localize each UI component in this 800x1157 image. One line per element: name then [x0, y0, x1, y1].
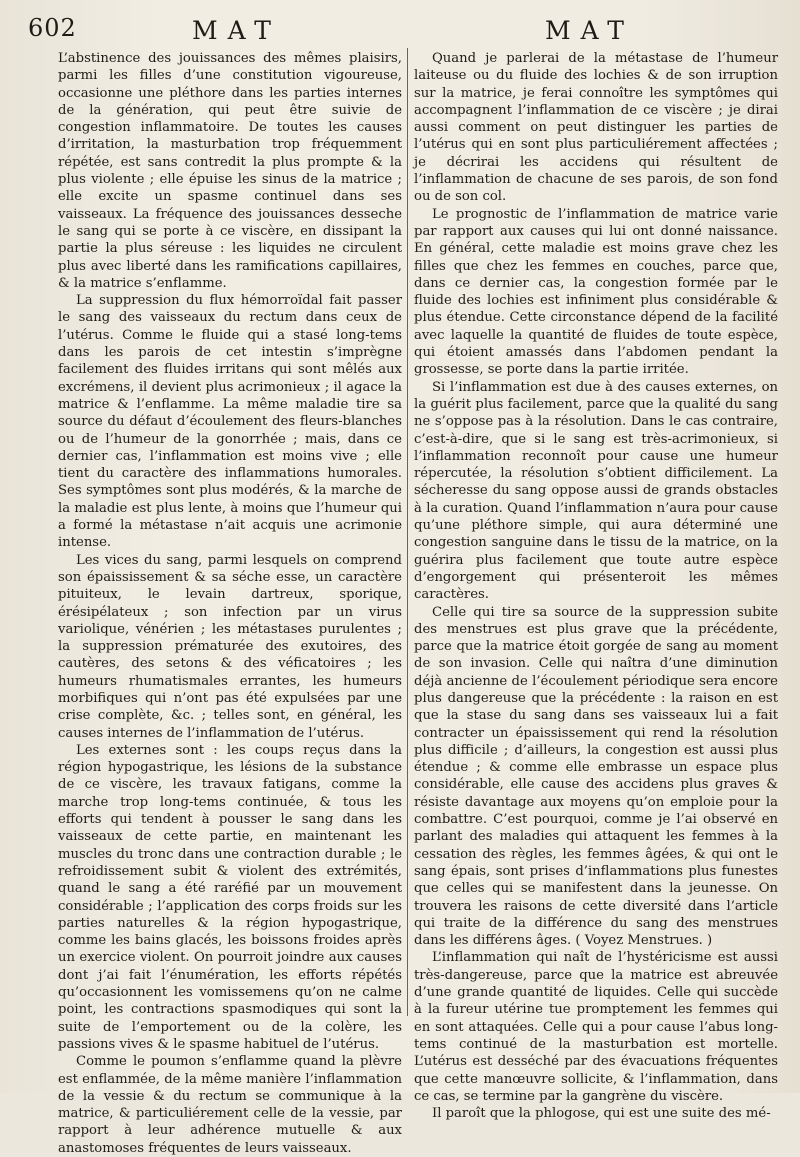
running-head-right: MAT	[545, 16, 634, 45]
paragraph: Quand je parlerai de la métastase de l’humeur laiteuse ou du fluide des lochies & de son irruption sur la matrice, je ferai connoître les symptômes qui accompagnent l’inflammation de ce viscère ; je dirai aussi comment on peut distinguer les parties de l’utérus qui en sont plus particuliérement affectées ; je décrirai les accidens qui résultent de l’inflammation de chacune de ses parois, de son fond ou de son col.	[414, 51, 778, 205]
paragraph: L’inflammation qui naît de l’hystéricisme est aussi très-dangereuse, parce que la matrice est abreuvée d’une grande quantité de liquides. Celle qui succède à la fureur utérine tue promptement les femmes qui en sont attaquées. Celle qui a pour cause l’abus long-tems continué de la masturbation est mortelle. L’utérus est desséché par des évacuations fréquentes que cette manœuvre sollicite, & l’inflammation, dans ce cas, se termine par la gangrène du viscère.	[414, 950, 778, 1104]
paragraph: Celle qui tire sa source de la suppression subite des menstrues est plus grave que la précédente, parce que la matrice étoit gorgée de sang au moment de son invasion. Celle qui naîtra d’une diminution déjà ancienne de l’écoulement périodique sera encore plus dangereuse que la précédente : la raison en est que la stase du sang dans ses vaisseaux lui a fait contracter un épaississement qui rend la résolution plus difficile ; d’ailleurs, la congestion est aussi plus étendue ; & comme elle embrasse un espace plus considérable, elle cause des accidens plus graves & résiste davantage aux moyens qu’on emploie pour la combattre. C’est pourquoi, comme je l’ai observé en parlant des maladies qui attaquent les femmes à la cessation des règles, les femmes âgées, & qui ont le sang épais, sont prises d’inflammations plus funestes que celles qui se manifestent dans la jeunesse. On trouvera les raisons de cette diversité dans l’article qui traite de la différence du sang des menstrues dans les différens âges. ( Voyez Menstrues. )	[414, 604, 778, 949]
left-column	[58, 50, 402, 1157]
page-header	[0, 14, 800, 44]
right-column	[414, 50, 778, 1122]
paragraph: L’abstinence des jouissances des mêmes plaisirs, parmi les filles d’une constitution vigoureuse, occasionne une pléthore dans les parties internes de la génération, qui peut être suivie de congestion inflammatoire. De toutes les causes d’irritation, la masturbation trop fréquemment répétée, est sans contredit la plus prompte & la plus violente ; elle épuise les sinus de la matrice ; elle excite un spasme continuel dans ses vaisseaux. La fréquence des jouissances desseche le sang qui se porte à ce viscère, en dissipant la partie la plus séreuse : les liquides ne circulent plus avec liberté dans les ramifications capillaires, & la matrice s’enflamme.	[58, 51, 402, 291]
paragraph: Comme le poumon s’enflamme quand la plèvre est enflammée, de la même manière l’inflammation de la vessie & du rectum se communique à la matrice, & particuliérement celle de la vessie, par rapport à leur adhérence mutuelle & aux anastomoses fréquentes de leurs vaisseaux.	[58, 1054, 402, 1156]
page-number: 602	[28, 14, 77, 42]
paragraph: Les externes sont : les coups reçus dans la région hypogastrique, les lésions de la substance de ce viscère, les travaux fatigans, comme la marche trop long-tems continuée, & tous les efforts qui tendent à pousser le sang dans les vaisseaux de cette partie, en maintenant les muscles du tronc dans une contraction durable ; le refroidissement subit & violent des extrémités, quand le sang a été raréfié par un mouvement considérable ; l’application des corps froids sur les parties naturelles & la région hypogastrique, comme les bains glacés, les boissons froides après un exercice violent. On pourroit joindre aux causes dont j’ai fait l’énumération, les efforts répétés qu’occasionnent les vomissemens qu’on ne calme point, les contractions spasmodiques qui sont la suite de l’emportement ou de la colère, les passions vives & le spasme habituel de l’utérus.	[58, 742, 402, 1052]
paragraph: Si l’inflammation est due à des causes externes, on la guérit plus facilement, parce que la qualité du sang ne s’oppose pas à la résolution. Dans le cas contraire, c’est-à-dire, que si le sang est très-acrimonieux, si l’inflammation reconnoît pour cause une humeur répercutée, la résolution s’obtient difficilement. La sécheresse du sang oppose aussi de grands obstacles à la curation. Quand l’inflammation n’aura pour cause qu’une pléthore simple, qui aura déterminé une congestion sanguine dans le tissu de la matrice, on la guérira plus facilement que toute autre espèce d’engorgement qui présenteroit les mêmes caractères.	[414, 379, 778, 603]
paragraph: Les vices du sang, parmi lesquels on comprend son épaississement & sa séche esse, un caractère pituiteux, le levain dartreux, sporique, érésipélateux ; son infection par un virus variolique, vénérien ; les métastases purulentes ; la suppression prématurée des exutoires, des cautères, des setons & des véficatoires ; les humeurs rhumatismales errantes, les humeurs morbifiques qui n’ont pas été expulsées par une crise complète, &c. ; telles sont, en général, les causes internes de l’inflammation de l’utérus.	[58, 552, 402, 741]
running-head-left: MAT	[192, 16, 281, 45]
paragraph: Le prognostic de l’inflammation de matrice varie par rapport aux causes qui lui ont donné naissance. En général, cette maladie est moins grave chez les filles que chez les femmes en couches, parce que, dans ce dernier cas, la congestion formée par le fluide des lochies est infiniment plus considérable & plus étendue. Cette circonstance dépend de la facilité avec laquelle la quantité de fluides de toute espèce, qui étoient amassés dans l’abdomen pendant la grossesse, se porte dans la partie irritée.	[414, 206, 778, 378]
paragraph: La suppression du flux hémorroïdal fait passer le sang des vaisseaux du rectum dans ceux de l’utérus. Comme le fluide qui a stasé long-tems dans les parois de cet intestin s’imprègne facilement des fluides irritans qui sont mêlés aux excrémens, il devient plus acrimonieux ; il agace la matrice & l’enflamme. La même maladie tire sa source du défaut d’écoulement des fleurs-blanches ou de l’humeur de la gonorrhée ; mais, dans ce dernier cas, l’inflammation est moins vive ; elle tient du caractère des inflammations humorales. Ses symptômes sont plus modérés, & la marche de la maladie est plus lente, à moins que l’humeur qui a formé la métastase n’ait acquis une acrimonie intense.	[58, 293, 402, 551]
column-divider	[407, 48, 408, 1016]
paragraph: Il paroît que la phlogose, qui est une suite des mé-	[432, 1106, 771, 1122]
